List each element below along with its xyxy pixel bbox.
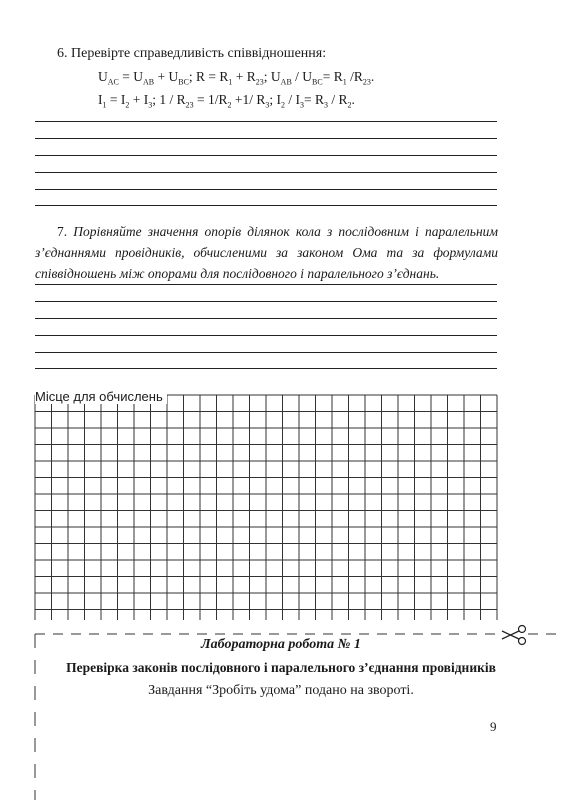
lab-subtitle: Перевірка законів послідовного і паралельного з’єднання провідників xyxy=(66,660,496,675)
calculation-area-label: Місце для обчислень xyxy=(35,389,167,404)
task7-number: 7. xyxy=(57,224,68,239)
lab-title: Лабораторна робота № 1 xyxy=(201,637,361,652)
task6-formula-line-1: $U_{AC} = U_{AB} + U_{BC}$; $R = R_1 + R_{23}$; $U_{AB} / U_{BC}= R_1$ $/R_{23}$. xyxy=(98,69,375,87)
task6-formula-line-2: $I_1 = I_2 + I_3$; $1 / R_{23} = 1/R_2 +1/$ $R_3$; $I_2 / I_3= R_3 / R_2$. xyxy=(98,92,355,110)
page-number: 9 xyxy=(490,719,497,734)
task6-title: 6. Перевірте справедливість співвідношення: xyxy=(57,46,327,61)
task7-body: Порівняйте значення опорів ділянок кола з послідовним і паралельним з’єднаннями провідників, обчисленими за законом Ома та за формулами співвідношень між опорами для послідовного і паралельного з’єднань. xyxy=(35,224,499,281)
homework-note: Завдання “Зробіть удома” подано на звороті. xyxy=(148,683,414,698)
